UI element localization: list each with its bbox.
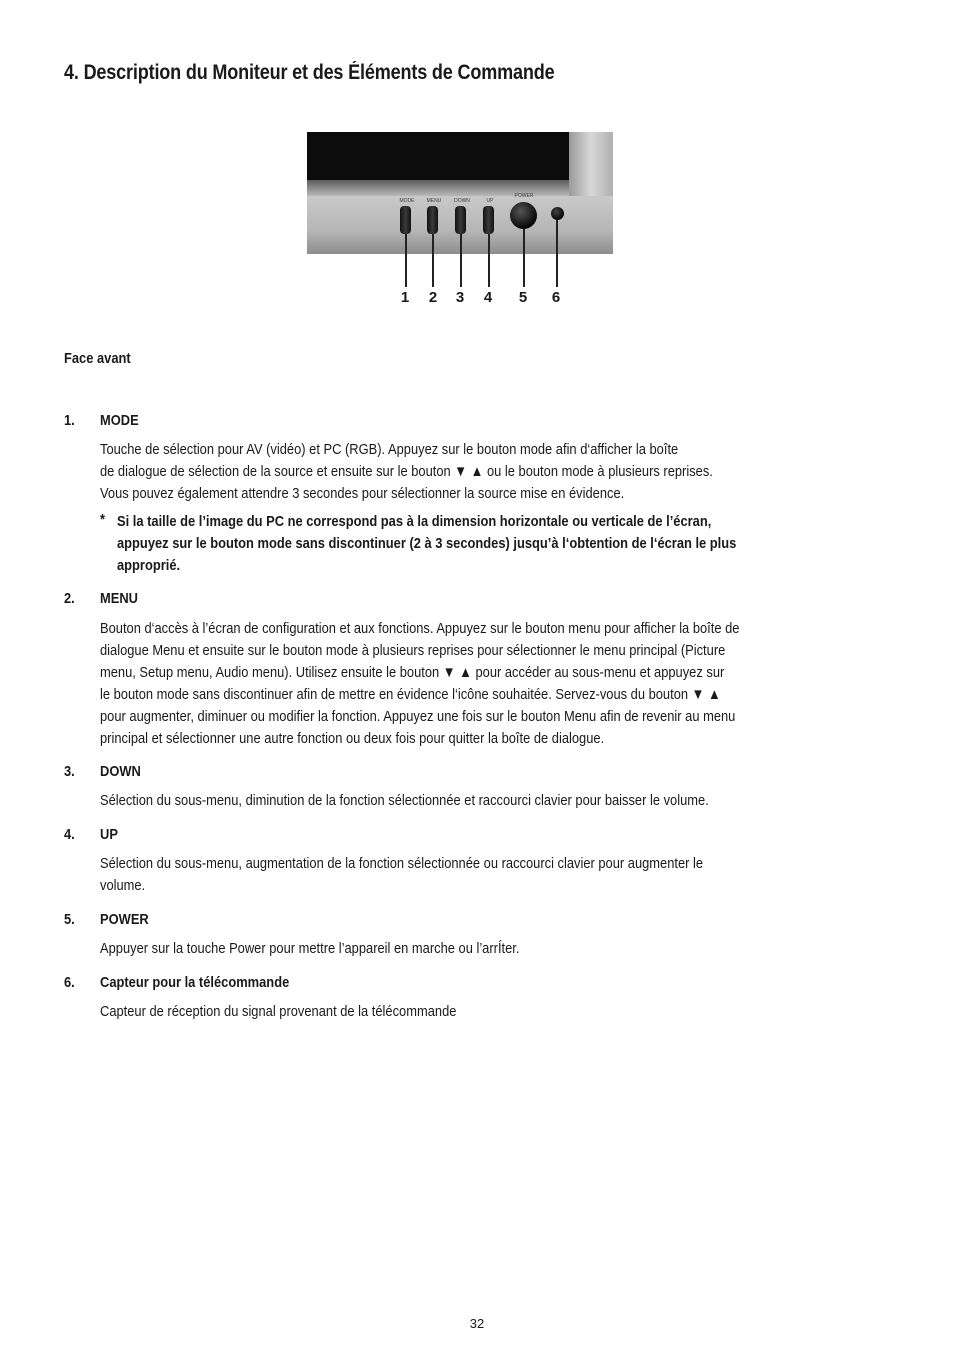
up-button: [483, 206, 494, 234]
item-text-line: pour augmenter, diminuer ou modifier la fonction. Appuyez une fois sur le bouton Menu afin de revenir au menu: [100, 708, 736, 725]
item-text-line: Appuyer sur la touche Power pour mettre l’appareil en marche ou l’arrÍter.: [100, 940, 520, 957]
callout-6: 6: [551, 289, 561, 306]
item-text-line: Sélection du sous-menu, diminution de la fonction sélectionnée et raccourci clavier pour baisser le volume.: [100, 792, 709, 809]
item-number: 3.: [64, 763, 75, 780]
button-label-menu: MENU: [426, 198, 442, 204]
item-number: 2.: [64, 590, 75, 607]
button-label-up: UP: [486, 198, 494, 204]
leader-line-2: [432, 234, 434, 287]
monitor-screen: [307, 132, 569, 180]
section-label: Face avant: [64, 350, 131, 367]
item-number: 1.: [64, 412, 75, 429]
mode-button: [400, 206, 411, 234]
button-label-power: POWER: [514, 193, 534, 199]
callout-5: 5: [518, 289, 528, 306]
item-number: 6.: [64, 974, 75, 991]
item-title-down: DOWN: [100, 763, 141, 780]
callout-3: 3: [455, 289, 465, 306]
item-text-line: menu, Setup menu, Audio menu). Utilisez ensuite le bouton ▼ ▲ pour accéder au sous-menu et appuyez sur: [100, 664, 725, 681]
monitor-bezel: [307, 180, 613, 196]
callout-2: 2: [428, 289, 438, 306]
item-text-line: Bouton d‘accès à l’écran de configuration et aux fonctions. Appuyez sur le bouton menu pour afficher la boîte de: [100, 620, 740, 637]
item-title-up: UP: [100, 826, 118, 843]
button-label-down: DOWN: [454, 198, 470, 204]
note-marker: *: [100, 511, 106, 528]
item-number: 5.: [64, 911, 75, 928]
page-number: 32: [469, 1316, 485, 1331]
button-label-mode: MODE: [399, 198, 415, 204]
leader-line-3: [460, 234, 462, 287]
item-text-line: Sélection du sous-menu, augmentation de la fonction sélectionnée ou raccourci clavier pour augmenter le: [100, 855, 704, 872]
item-title-sensor: Capteur pour la télécommande: [100, 974, 290, 991]
callout-4: 4: [483, 289, 493, 306]
item-title-menu: MENU: [100, 590, 138, 607]
note-text-line: Si la taille de l’image du PC ne correspond pas à la dimension horizontale ou verticale de l’écran,: [117, 513, 712, 530]
callout-1: 1: [400, 289, 410, 306]
item-text-line: le bouton mode sans discontinuer afin de mettre en évidence l‘icône souhaitée. Servez-vous du bouton ▼ ▲: [100, 686, 721, 703]
item-text-line: Vous pouvez également attendre 3 secondes pour sélectionner la source mise en évidence.: [100, 485, 625, 502]
leader-line-6: [556, 220, 558, 287]
item-text-line: principal et sélectionner une autre fonction ou deux fois pour quitter la boîte de dialogue.: [100, 730, 605, 747]
item-text-line: de dialogue de sélection de la source et ensuite sur le bouton ▼ ▲ ou le bouton mode à plusieurs reprises.: [100, 463, 713, 480]
down-button: [455, 206, 466, 234]
item-text-line: Touche de sélection pour AV (vidéo) et PC (RGB). Appuyez sur le bouton mode afin d‘afficher la boîte: [100, 441, 679, 458]
leader-line-5: [523, 229, 525, 287]
leader-line-4: [488, 234, 490, 287]
remote-sensor: [551, 207, 564, 220]
item-number: 4.: [64, 826, 75, 843]
leader-line-1: [405, 234, 407, 287]
note-text-line: approprié.: [117, 557, 181, 574]
power-button: [510, 202, 537, 229]
item-text-line: volume.: [100, 877, 146, 894]
item-text-line: Capteur de réception du signal provenant de la télécommande: [100, 1003, 457, 1020]
item-title-mode: MODE: [100, 412, 139, 429]
note-text-line: appuyez sur le bouton mode sans discontinuer (2 à 3 secondes) jusqu’à l‘obtention de l‘écran le plus: [117, 535, 737, 552]
monitor-bezel-corner: [569, 132, 613, 196]
item-text-line: dialogue Menu et ensuite sur le bouton mode à plusieurs reprises pour sélectionner le menu principal (Picture: [100, 642, 726, 659]
page-title: 4. Description du Moniteur et des Éléments de Commande: [64, 61, 555, 84]
menu-button: [427, 206, 438, 234]
item-title-power: POWER: [100, 911, 149, 928]
